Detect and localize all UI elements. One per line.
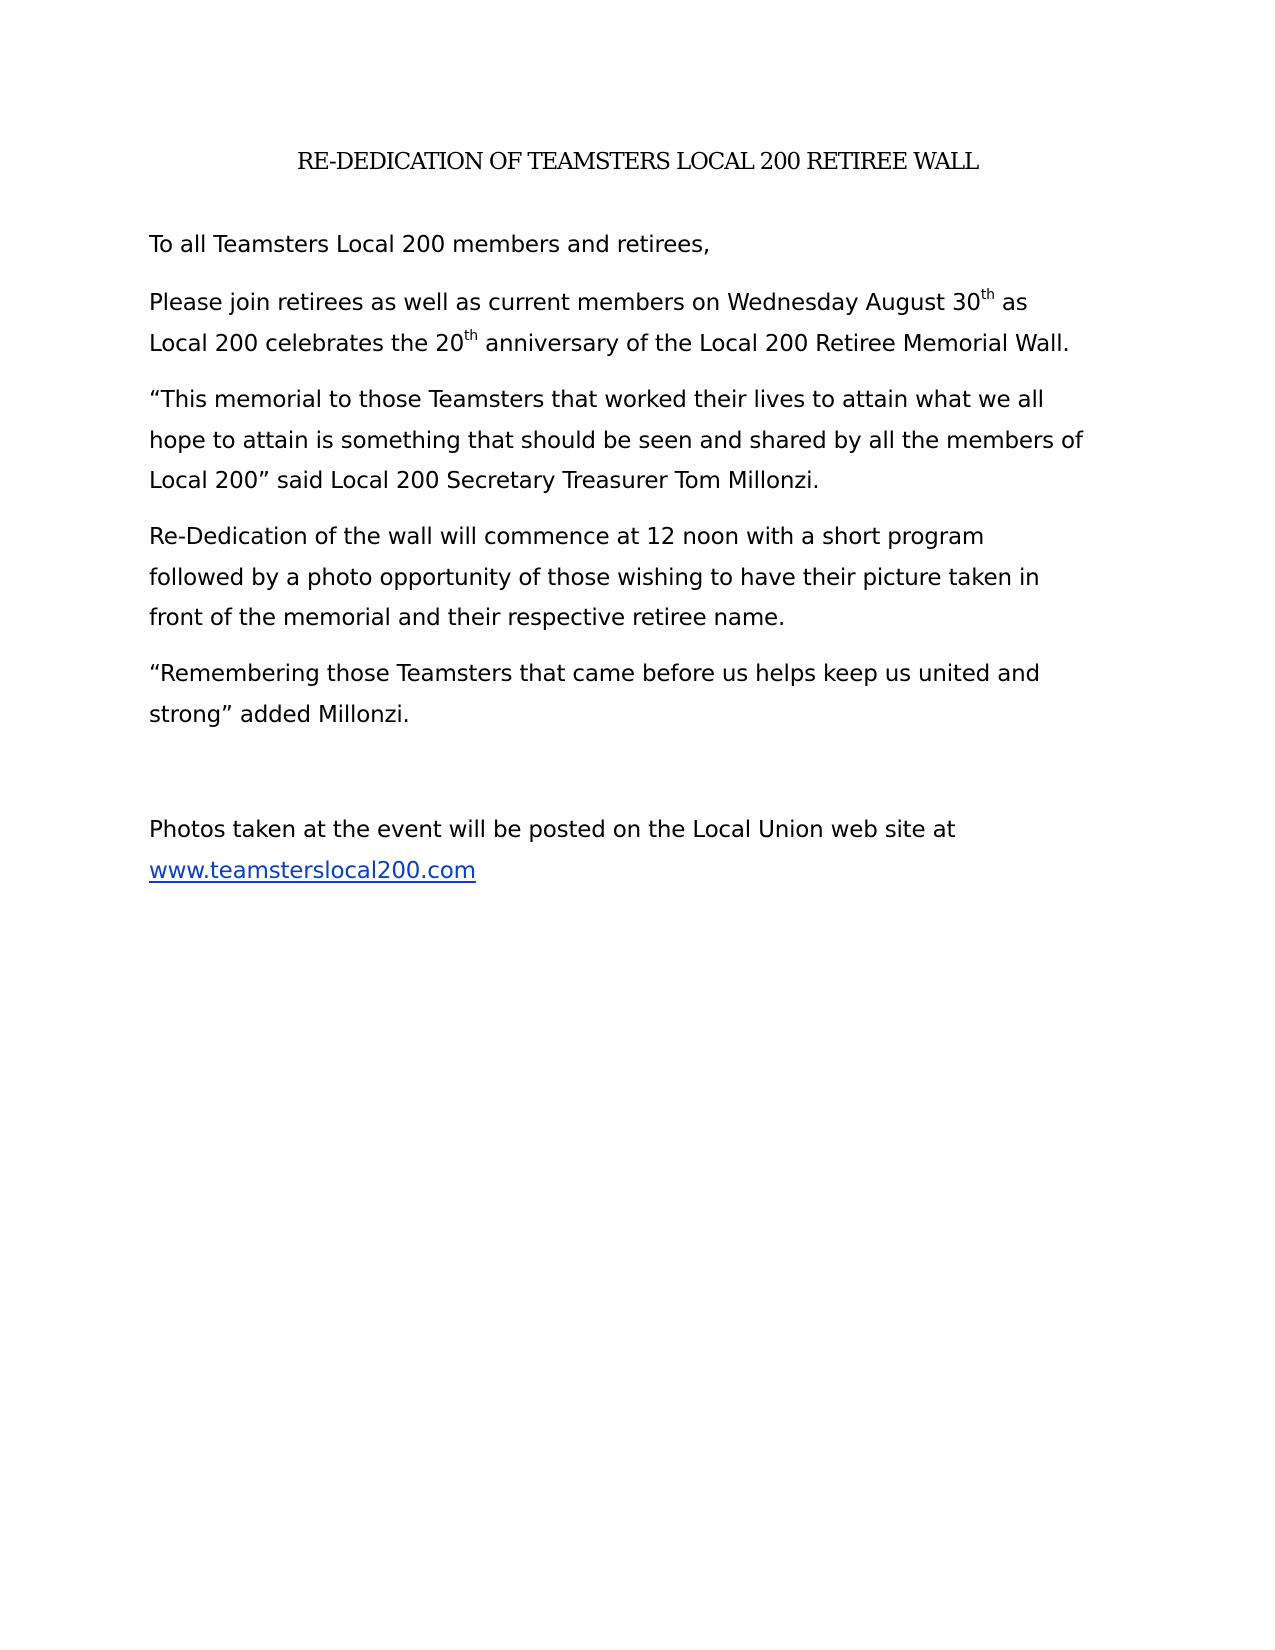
quote-1-line-3: Local 200” said Local 200 Secretary Treasurer Tom Millonzi. — [149, 468, 820, 494]
program-line-3: front of the memorial and their respective retiree name. — [149, 605, 786, 631]
program-line-2: followed by a photo opportunity of those wishing to have their picture taken in — [149, 564, 1040, 591]
quote-2-line-2: strong” added Millonzi. — [149, 701, 410, 728]
quote-1-line-2: hope to attain is something that should be seen and shared by all the members of — [149, 427, 1083, 454]
invitation-line-2-end: anniversary of the Local 200 Retiree Memorial Wall. — [477, 330, 1070, 357]
program-paragraph — [149, 517, 1129, 639]
quote-paragraph-2 — [149, 654, 1129, 735]
ordinal-suffix: th — [980, 287, 995, 303]
quote-1-line-1: “This memorial to those Teamsters that worked their lives to attain what we all — [149, 387, 1044, 413]
ordinal-suffix: th — [464, 327, 478, 344]
photos-line-2 — [149, 851, 1129, 892]
salutation-line: To all Teamsters Local 200 members and retirees, — [149, 232, 711, 258]
program-line-1: Re-Dedication of the wall will commence at 12 noon with a short program — [149, 524, 985, 550]
website-link[interactable]: www.teamsterslocal200.com — [149, 857, 476, 884]
quote-2-line-1: “Remembering those Teamsters that came before us helps keep us united and — [149, 661, 1040, 687]
photos-line-1: Photos taken at the event will be posted on the Local Union web site at — [149, 817, 956, 843]
document-title: RE-DEDICATION OF TEAMSTERS LOCAL 200 RETIREE WALL — [296, 149, 979, 175]
invitation-line-2 — [149, 324, 1129, 365]
invitation-line-2-text: Local 200 celebrates the 20 — [149, 330, 465, 357]
photos-paragraph — [149, 810, 1129, 891]
invitation-line-1-text: Please join retirees as well as current members on Wednesday August 30 — [149, 290, 981, 316]
invitation-paragraph — [149, 283, 1129, 364]
quote-paragraph-1 — [149, 380, 1129, 502]
salutation-paragraph — [149, 225, 1129, 266]
invitation-line-1 — [149, 283, 1129, 324]
invitation-line-1-end: as — [994, 290, 1028, 316]
